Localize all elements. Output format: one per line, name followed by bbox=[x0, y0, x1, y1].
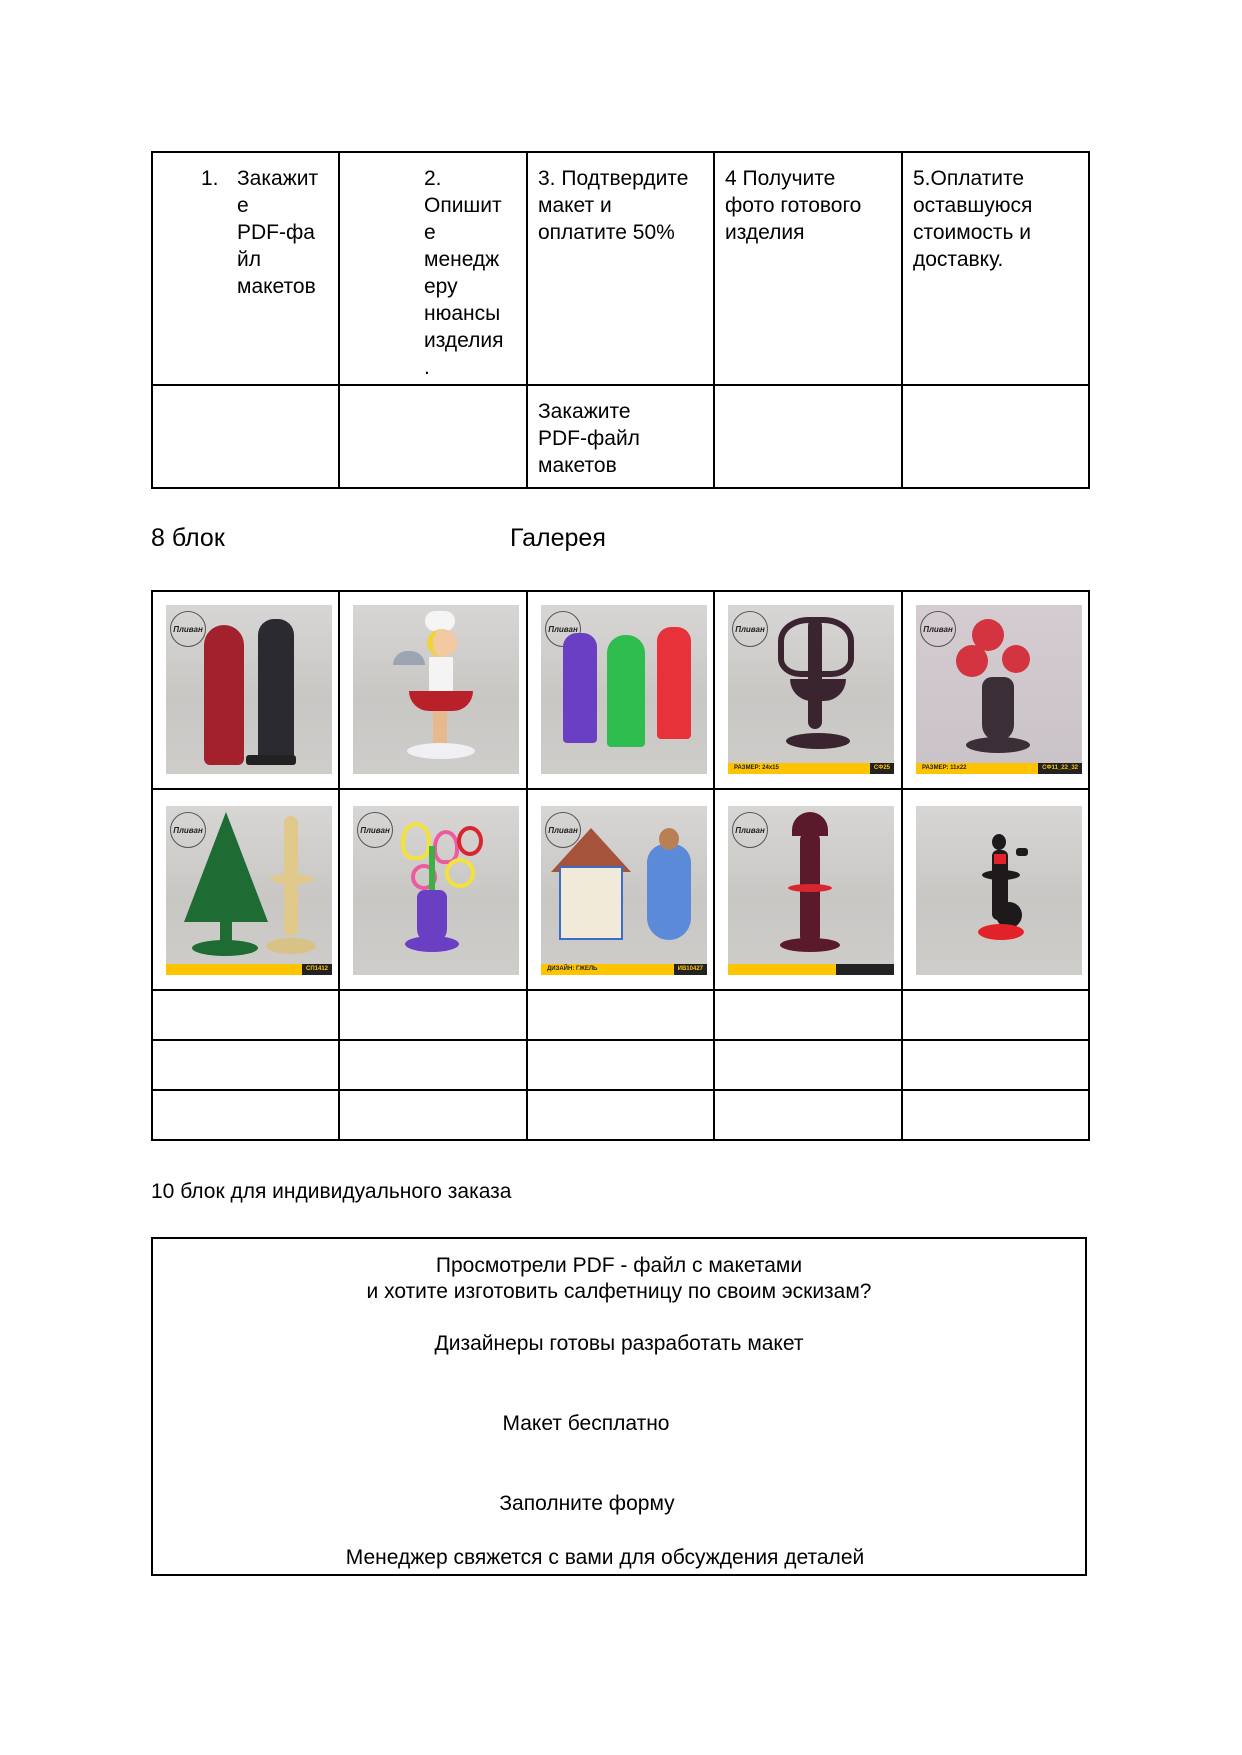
table-cell bbox=[527, 990, 714, 1040]
table-cell bbox=[339, 385, 527, 488]
doll-head-icon bbox=[659, 828, 679, 850]
base-stand bbox=[780, 938, 840, 952]
product-photo-dancers[interactable] bbox=[541, 605, 707, 774]
product-code: СФ25 bbox=[870, 763, 894, 774]
tutu-icon bbox=[270, 874, 314, 884]
step-cell-5 bbox=[902, 152, 1089, 385]
info-line: Дизайнеры готовы разработать макет bbox=[434, 1332, 804, 1355]
gallery-cell bbox=[339, 591, 527, 789]
table-cell bbox=[527, 1040, 714, 1090]
product-photo-roses[interactable] bbox=[916, 605, 1082, 774]
table-cell bbox=[152, 1040, 339, 1090]
steps-row bbox=[152, 385, 1089, 488]
gallery-cell bbox=[152, 591, 339, 789]
top-icon bbox=[994, 854, 1006, 864]
body-icon bbox=[429, 657, 453, 691]
man-silhouette-icon bbox=[258, 619, 294, 759]
table-cell bbox=[714, 990, 902, 1040]
rose-icon bbox=[956, 645, 988, 677]
house-icon bbox=[559, 866, 623, 940]
product-code: СП1412 bbox=[302, 964, 332, 975]
product-photo-gzhel[interactable] bbox=[541, 806, 707, 975]
gallery-table bbox=[151, 590, 1090, 1141]
woman-silhouette-icon bbox=[204, 625, 244, 765]
size-label bbox=[166, 964, 332, 975]
table-cell bbox=[339, 990, 527, 1040]
product-photo-flamenco[interactable] bbox=[728, 806, 894, 975]
fairy-body-icon bbox=[808, 619, 822, 729]
base-stand bbox=[966, 737, 1030, 753]
info-line: Макет бесплатно bbox=[502, 1412, 670, 1435]
step-text: Закажит е PDF-фа йл макетов bbox=[237, 167, 319, 298]
base-stand bbox=[407, 743, 475, 759]
base-stand bbox=[192, 940, 258, 956]
tulip-icon bbox=[401, 822, 431, 860]
table-cell bbox=[527, 385, 714, 488]
brand-logo-icon: Пливан bbox=[170, 812, 206, 848]
brand-logo-icon: Пливан bbox=[170, 611, 206, 647]
step-cell-4 bbox=[714, 152, 902, 385]
table-cell bbox=[527, 1090, 714, 1140]
gallery-row bbox=[152, 591, 1089, 789]
red-dancer-icon bbox=[657, 627, 691, 739]
dumbbell-icon bbox=[1016, 848, 1028, 856]
size-label: РАЗМЕР: 11х22 СФ11_22_32 bbox=[916, 763, 1082, 774]
table-cell bbox=[714, 1040, 902, 1090]
custom-order-label: 10 блок для индивидуального заказа bbox=[151, 1180, 512, 1203]
brand-logo-icon: Пливан bbox=[545, 812, 581, 848]
gallery-cell bbox=[527, 789, 714, 990]
ruffle-icon bbox=[788, 884, 832, 892]
product-code: СФ11_22_32 bbox=[1038, 763, 1082, 774]
step-text: 4 Получите фото готового изделия bbox=[725, 167, 862, 244]
step-text: 2. Опишит е менедж еру нюансы изделия . bbox=[424, 167, 504, 379]
table-cell bbox=[902, 990, 1089, 1040]
brand-logo-icon: Пливан bbox=[920, 611, 956, 647]
chef-hat-icon bbox=[425, 611, 455, 631]
table-cell bbox=[339, 1090, 527, 1140]
gallery-title: Галерея bbox=[510, 524, 606, 552]
steps-row bbox=[152, 152, 1089, 385]
table-cell bbox=[902, 385, 1089, 488]
gallery-row-empty bbox=[152, 990, 1089, 1040]
design-label: ДИЗАЙН: ГЖЕЛЬ ИВ10427 bbox=[541, 964, 707, 975]
base-stand bbox=[246, 755, 296, 765]
size-label: РАЗМЕР: 24х15 СФ25 bbox=[728, 763, 894, 774]
christmas-tree-icon bbox=[184, 812, 268, 922]
cloche-icon bbox=[393, 651, 425, 665]
table-cell bbox=[152, 1090, 339, 1140]
product-code: ИВ10427 bbox=[674, 964, 707, 975]
product-photo-waitress[interactable] bbox=[353, 605, 519, 774]
gallery-cell bbox=[339, 789, 527, 990]
gallery-row bbox=[152, 789, 1089, 990]
step-cell-3 bbox=[527, 152, 714, 385]
gallery-cell bbox=[527, 591, 714, 789]
brand-logo-icon: Пливан bbox=[732, 611, 768, 647]
table-cell bbox=[714, 385, 902, 488]
product-code bbox=[836, 964, 894, 975]
table-cell bbox=[339, 1040, 527, 1090]
base-stand bbox=[786, 733, 850, 749]
gallery-cell bbox=[714, 591, 902, 789]
info-line: Просмотрели PDF - файл с макетами bbox=[435, 1254, 803, 1277]
base-stand bbox=[405, 936, 459, 952]
info-line: и хотите изготовить салфетницу по своим эскизам? bbox=[366, 1280, 872, 1303]
info-line: Менеджер свяжется с вами для обсуждения деталей bbox=[345, 1546, 865, 1569]
skirt-icon bbox=[409, 691, 473, 711]
steps-table bbox=[151, 151, 1090, 489]
step-number: 1. bbox=[201, 167, 219, 190]
step-cell-1 bbox=[152, 152, 339, 385]
brand-logo-icon: Пливан bbox=[357, 812, 393, 848]
table-cell bbox=[714, 1090, 902, 1140]
head-icon bbox=[992, 834, 1006, 850]
gallery-cell bbox=[714, 789, 902, 990]
product-photo-fairy[interactable] bbox=[728, 605, 894, 774]
info-line: Заполните форму bbox=[499, 1492, 675, 1515]
product-photo-couple[interactable] bbox=[166, 605, 332, 774]
gallery-cell bbox=[152, 789, 339, 990]
table-cell bbox=[902, 1040, 1089, 1090]
rose-icon bbox=[1002, 645, 1030, 673]
tutu-icon bbox=[982, 870, 1020, 880]
table-cell bbox=[152, 385, 339, 488]
size-label bbox=[728, 964, 894, 975]
table-cell bbox=[152, 990, 339, 1040]
legs-icon bbox=[433, 711, 447, 747]
base-stand bbox=[266, 938, 316, 954]
doll-icon bbox=[647, 844, 691, 940]
step-text: 3. Подтвердите макет и оплатите 50% bbox=[538, 167, 689, 244]
brand-logo-icon: Пливан bbox=[545, 611, 581, 647]
step-text: 5.Оплатите оставшуюся стоимость и доставку. bbox=[913, 167, 1033, 271]
order-pdf-text: Закажите PDF-файл макетов bbox=[538, 400, 640, 477]
face-icon bbox=[427, 629, 457, 657]
green-dancer-icon bbox=[607, 635, 645, 747]
skirt-icon bbox=[790, 679, 846, 701]
product-photo-fitness[interactable] bbox=[916, 806, 1082, 975]
product-photo-tulips[interactable] bbox=[353, 806, 519, 975]
gallery-row-empty bbox=[152, 1040, 1089, 1090]
gallery-cell bbox=[902, 789, 1089, 990]
stems-icon bbox=[429, 846, 435, 890]
gallery-cell bbox=[902, 591, 1089, 789]
step-cell-2 bbox=[339, 152, 527, 385]
brand-logo-icon: Пливан bbox=[732, 812, 768, 848]
base-stand bbox=[978, 924, 1024, 940]
block-label: 8 блок bbox=[151, 524, 225, 552]
tulip-icon bbox=[445, 858, 475, 888]
gallery-row-empty bbox=[152, 1090, 1089, 1140]
table-cell bbox=[902, 1090, 1089, 1140]
purple-dancer-icon bbox=[563, 633, 597, 743]
tulip-icon bbox=[457, 826, 483, 856]
vase-icon bbox=[982, 677, 1014, 741]
product-photo-tree-ballerina[interactable] bbox=[166, 806, 332, 975]
custom-order-box bbox=[151, 1237, 1087, 1576]
